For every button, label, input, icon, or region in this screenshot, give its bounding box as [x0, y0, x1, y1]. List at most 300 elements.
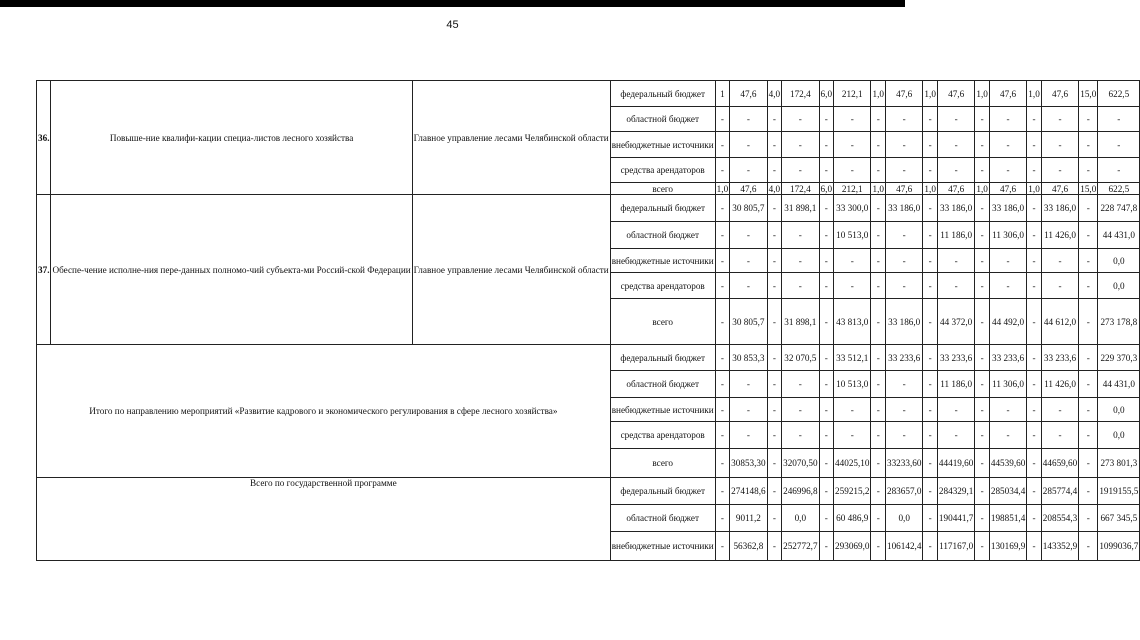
- value-cell: -: [871, 449, 885, 478]
- section-name: Обеспе-чение исполне-ния пере-данных полномо-чий субъекта-ми Россий-ской Федерации: [51, 195, 412, 345]
- value-cell: -: [923, 478, 937, 505]
- value-cell: -: [715, 299, 729, 345]
- value-cell: 1,0: [871, 81, 885, 107]
- value-cell: -: [819, 249, 833, 273]
- value-cell: -: [1079, 132, 1098, 158]
- funding-source: областной бюджет: [610, 505, 715, 532]
- value-cell: -: [834, 273, 871, 299]
- value-cell: -: [989, 422, 1026, 449]
- value-cell: -: [767, 371, 781, 398]
- value-cell: -: [1027, 222, 1041, 249]
- value-cell: -: [819, 505, 833, 532]
- value-cell: -: [885, 249, 922, 273]
- value-cell: 274148,6: [730, 478, 767, 505]
- value-cell: -: [923, 345, 937, 371]
- value-cell: 33 186,0: [885, 299, 922, 345]
- value-cell: 11 186,0: [937, 371, 974, 398]
- value-cell: 44025,10: [834, 449, 871, 478]
- funding-source: всего: [610, 299, 715, 345]
- value-cell: 33 512,1: [834, 345, 871, 371]
- value-cell: 622,5: [1098, 183, 1140, 195]
- value-cell: -: [715, 345, 729, 371]
- value-cell: 30 853,3: [730, 345, 767, 371]
- value-cell: -: [1079, 158, 1098, 183]
- value-cell: -: [923, 222, 937, 249]
- value-cell: 190441,7: [937, 505, 974, 532]
- value-cell: -: [975, 345, 989, 371]
- value-cell: 4,0: [768, 183, 781, 194]
- value-cell: 47,6: [730, 81, 767, 107]
- value-cell: -: [730, 222, 767, 249]
- value-cell: -: [923, 398, 937, 422]
- value-cell: 0,0: [1098, 398, 1140, 422]
- value-cell: -: [715, 449, 729, 478]
- value-cell: -: [819, 132, 833, 158]
- value-cell: -: [975, 371, 989, 398]
- value-cell: -: [1027, 273, 1041, 299]
- value-cell: -: [1027, 422, 1041, 449]
- value-cell: 31 898,1: [782, 195, 819, 222]
- value-cell: -: [819, 345, 833, 371]
- table-row: [37, 345, 1140, 371]
- value-cell: 198851,4: [989, 505, 1026, 532]
- value-cell: 30 805,7: [730, 195, 767, 222]
- value-cell: 0,0: [1098, 249, 1140, 273]
- value-cell: -: [1027, 398, 1041, 422]
- value-cell: -: [871, 345, 885, 371]
- value-cell: 30 805,7: [730, 299, 767, 345]
- value-cell: -: [923, 158, 937, 183]
- value-cell: 1,0: [1027, 81, 1041, 107]
- funding-source: внебюджетные источники: [610, 532, 715, 561]
- value-cell: -: [937, 107, 974, 132]
- funding-source: всего: [610, 183, 715, 195]
- value-cell: 228 747,8: [1098, 195, 1140, 222]
- value-cell: -: [715, 532, 729, 561]
- value-cell: -: [937, 158, 974, 183]
- value-cell: -: [782, 273, 819, 299]
- value-cell: 47,6: [730, 183, 767, 195]
- value-cell: 15,0: [1079, 81, 1098, 107]
- section-number: 37.: [37, 195, 51, 345]
- value-cell: -: [871, 505, 885, 532]
- value-cell: 667 345,5: [1098, 505, 1140, 532]
- value-cell: 47,6: [989, 81, 1026, 107]
- funding-source: областной бюджет: [610, 222, 715, 249]
- value-cell: -: [975, 422, 989, 449]
- value-cell: -: [1079, 505, 1098, 532]
- value-cell: 44539,60: [989, 449, 1026, 478]
- value-cell: 285034,4: [989, 478, 1026, 505]
- value-cell: -: [819, 449, 833, 478]
- value-cell: -: [1079, 222, 1098, 249]
- value-cell: -: [1041, 398, 1078, 422]
- value-cell: -: [834, 422, 871, 449]
- value-cell: -: [1027, 299, 1041, 345]
- value-cell: -: [730, 398, 767, 422]
- funding-source: средства арендаторов: [610, 273, 715, 299]
- value-cell: -: [885, 222, 922, 249]
- value-cell: -: [923, 249, 937, 273]
- value-cell: -: [767, 398, 781, 422]
- value-cell: -: [975, 249, 989, 273]
- value-cell: -: [767, 505, 781, 532]
- value-cell: -: [1041, 158, 1078, 183]
- page-number: 45: [446, 19, 459, 31]
- value-cell: -: [975, 273, 989, 299]
- value-cell: -: [871, 132, 885, 158]
- value-cell: 47,6: [885, 183, 922, 195]
- value-cell: -: [1027, 371, 1041, 398]
- value-cell: 44 372,0: [937, 299, 974, 345]
- value-cell: -: [937, 273, 974, 299]
- value-cell: 32070,50: [782, 449, 819, 478]
- value-cell: -: [767, 249, 781, 273]
- value-cell: 11 306,0: [989, 222, 1026, 249]
- value-cell: 30853,30: [730, 449, 767, 478]
- value-cell: 259215,2: [834, 478, 871, 505]
- funding-source: федеральный бюджет: [610, 478, 715, 505]
- group-name: Всего по государственной программе: [37, 478, 611, 561]
- value-cell: 172,4: [782, 183, 819, 195]
- value-cell: 47,6: [989, 183, 1026, 195]
- value-cell: -: [923, 107, 937, 132]
- value-cell: -: [730, 158, 767, 183]
- value-cell: -: [730, 107, 767, 132]
- funding-source: всего: [610, 449, 715, 478]
- value-cell: -: [1027, 107, 1041, 132]
- funding-source: средства арендаторов: [610, 158, 715, 183]
- value-cell: 1,0: [716, 183, 729, 194]
- value-cell: 212,1: [834, 183, 871, 195]
- value-cell: -: [885, 371, 922, 398]
- value-cell: -: [819, 273, 833, 299]
- value-cell: 56362,8: [730, 532, 767, 561]
- value-cell: -: [871, 195, 885, 222]
- value-cell: -: [730, 371, 767, 398]
- value-cell: 11 426,0: [1041, 222, 1078, 249]
- value-cell: -: [767, 222, 781, 249]
- value-cell: -: [819, 107, 833, 132]
- funding-source: федеральный бюджет: [610, 195, 715, 222]
- value-cell: -: [923, 299, 937, 345]
- value-cell: -: [1027, 249, 1041, 273]
- value-cell: 33 300,0: [834, 195, 871, 222]
- value-cell: -: [885, 158, 922, 183]
- budget-table: [36, 80, 1140, 561]
- value-cell: 273 178,8: [1098, 299, 1140, 345]
- value-cell: -: [923, 422, 937, 449]
- value-cell: -: [937, 249, 974, 273]
- value-cell: 44 612,0: [1041, 299, 1078, 345]
- value-cell: -: [767, 345, 781, 371]
- value-cell: -: [782, 371, 819, 398]
- value-cell: 1,0: [924, 183, 936, 194]
- value-cell: -: [871, 107, 885, 132]
- value-cell: -: [937, 132, 974, 158]
- value-cell: -: [1041, 273, 1078, 299]
- value-cell: -: [730, 273, 767, 299]
- value-cell: -: [819, 195, 833, 222]
- value-cell: -: [1027, 345, 1041, 371]
- value-cell: 293069,0: [834, 532, 871, 561]
- value-cell: 47,6: [937, 81, 974, 107]
- value-cell: -: [975, 478, 989, 505]
- value-cell: -: [782, 398, 819, 422]
- value-cell: -: [885, 132, 922, 158]
- value-cell: 1: [715, 81, 729, 107]
- value-cell: 60 486,9: [834, 505, 871, 532]
- section-number: 36.: [37, 81, 51, 195]
- value-cell: 33 233,6: [885, 345, 922, 371]
- value-cell: -: [975, 132, 989, 158]
- table-row: [37, 195, 1140, 222]
- value-cell: 44 431,0: [1098, 371, 1140, 398]
- value-cell: -: [767, 449, 781, 478]
- value-cell: 1,0: [872, 183, 884, 194]
- value-cell: 33 186,0: [989, 195, 1026, 222]
- value-cell: -: [715, 505, 729, 532]
- value-cell: -: [885, 273, 922, 299]
- value-cell: -: [923, 273, 937, 299]
- value-cell: 33 186,0: [1041, 195, 1078, 222]
- value-cell: -: [767, 107, 781, 132]
- value-cell: -: [715, 195, 729, 222]
- value-cell: -: [834, 398, 871, 422]
- value-cell: -: [767, 299, 781, 345]
- value-cell: 31 898,1: [782, 299, 819, 345]
- value-cell: -: [1098, 158, 1140, 183]
- value-cell: 33 186,0: [937, 195, 974, 222]
- value-cell: -: [1079, 532, 1098, 561]
- value-cell: 284329,1: [937, 478, 974, 505]
- value-cell: -: [975, 532, 989, 561]
- funding-source: областной бюджет: [610, 371, 715, 398]
- value-cell: -: [715, 478, 729, 505]
- value-cell: -: [1079, 345, 1098, 371]
- value-cell: -: [782, 222, 819, 249]
- value-cell: 11 306,0: [989, 371, 1026, 398]
- value-cell: 44419,60: [937, 449, 974, 478]
- value-cell: 0,0: [782, 505, 819, 532]
- value-cell: -: [767, 273, 781, 299]
- value-cell: -: [989, 398, 1026, 422]
- group-name: Итого по направлению мероприятий «Развитие кадрового и экономического регулирования в сфере лесного хозяйства»: [37, 345, 611, 478]
- value-cell: -: [1079, 107, 1098, 132]
- value-cell: -: [1027, 132, 1041, 158]
- value-cell: -: [975, 107, 989, 132]
- value-cell: 47,6: [937, 183, 974, 195]
- value-cell: 0,0: [1098, 273, 1140, 299]
- value-cell: -: [923, 132, 937, 158]
- value-cell: -: [715, 132, 729, 158]
- value-cell: 283657,0: [885, 478, 922, 505]
- value-cell: -: [767, 478, 781, 505]
- value-cell: -: [767, 132, 781, 158]
- value-cell: -: [1027, 505, 1041, 532]
- value-cell: 1,0: [1028, 183, 1040, 194]
- value-cell: 44659,60: [1041, 449, 1078, 478]
- value-cell: 143352,9: [1041, 532, 1078, 561]
- value-cell: -: [834, 249, 871, 273]
- value-cell: 43 813,0: [834, 299, 871, 345]
- section-executor: Главное управление лесами Челябинской области: [412, 195, 610, 345]
- value-cell: -: [715, 249, 729, 273]
- funding-source: федеральный бюджет: [610, 345, 715, 371]
- value-cell: -: [819, 158, 833, 183]
- value-cell: -: [730, 422, 767, 449]
- value-cell: 32 070,5: [782, 345, 819, 371]
- value-cell: -: [767, 422, 781, 449]
- value-cell: -: [819, 422, 833, 449]
- value-cell: -: [871, 532, 885, 561]
- value-cell: 11 186,0: [937, 222, 974, 249]
- table-row: [37, 478, 1140, 505]
- value-cell: -: [937, 398, 974, 422]
- value-cell: 252772,7: [782, 532, 819, 561]
- value-cell: -: [975, 158, 989, 183]
- value-cell: -: [834, 132, 871, 158]
- value-cell: 285774,4: [1041, 478, 1078, 505]
- value-cell: -: [923, 532, 937, 561]
- value-cell: -: [819, 222, 833, 249]
- value-cell: 6,0: [820, 183, 833, 194]
- value-cell: -: [819, 532, 833, 561]
- value-cell: -: [1079, 249, 1098, 273]
- value-cell: -: [923, 505, 937, 532]
- value-cell: 273 801,3: [1098, 449, 1140, 478]
- value-cell: -: [871, 158, 885, 183]
- value-cell: -: [715, 398, 729, 422]
- value-cell: -: [730, 132, 767, 158]
- value-cell: -: [715, 273, 729, 299]
- value-cell: -: [975, 222, 989, 249]
- value-cell: 15,0: [1080, 183, 1097, 194]
- value-cell: 33233,60: [885, 449, 922, 478]
- value-cell: 47,6: [1041, 183, 1078, 195]
- value-cell: -: [871, 222, 885, 249]
- value-cell: 0,0: [1098, 422, 1140, 449]
- value-cell: 106142,4: [885, 532, 922, 561]
- value-cell: 208554,3: [1041, 505, 1078, 532]
- value-cell: -: [989, 158, 1026, 183]
- value-cell: -: [715, 371, 729, 398]
- value-cell: 44 431,0: [1098, 222, 1140, 249]
- value-cell: 33 233,6: [989, 345, 1026, 371]
- value-cell: -: [1098, 132, 1140, 158]
- value-cell: -: [1027, 158, 1041, 183]
- funding-source: федеральный бюджет: [610, 81, 715, 107]
- value-cell: 4,0: [767, 81, 781, 107]
- value-cell: -: [871, 371, 885, 398]
- value-cell: -: [715, 158, 729, 183]
- value-cell: -: [1079, 195, 1098, 222]
- value-cell: -: [1079, 398, 1098, 422]
- value-cell: -: [1079, 449, 1098, 478]
- value-cell: -: [782, 422, 819, 449]
- value-cell: -: [715, 222, 729, 249]
- value-cell: -: [1098, 107, 1140, 132]
- value-cell: -: [819, 299, 833, 345]
- value-cell: -: [989, 107, 1026, 132]
- value-cell: -: [782, 132, 819, 158]
- value-cell: -: [1027, 195, 1041, 222]
- value-cell: 9011,2: [730, 505, 767, 532]
- value-cell: 246996,8: [782, 478, 819, 505]
- value-cell: -: [871, 478, 885, 505]
- value-cell: -: [975, 398, 989, 422]
- value-cell: -: [819, 478, 833, 505]
- value-cell: 44 492,0: [989, 299, 1026, 345]
- value-cell: 229 370,3: [1098, 345, 1140, 371]
- value-cell: -: [767, 158, 781, 183]
- value-cell: -: [782, 107, 819, 132]
- section-executor: Главное управление лесами Челябинской области: [412, 81, 610, 195]
- value-cell: -: [1079, 422, 1098, 449]
- value-cell: -: [885, 422, 922, 449]
- value-cell: -: [1041, 132, 1078, 158]
- value-cell: 33 186,0: [885, 195, 922, 222]
- value-cell: -: [715, 422, 729, 449]
- funding-source: внебюджетные источники: [610, 132, 715, 158]
- value-cell: -: [1027, 532, 1041, 561]
- value-cell: 622,5: [1098, 81, 1140, 107]
- value-cell: -: [885, 398, 922, 422]
- value-cell: -: [1041, 107, 1078, 132]
- value-cell: -: [1027, 449, 1041, 478]
- value-cell: -: [871, 398, 885, 422]
- value-cell: -: [989, 132, 1026, 158]
- value-cell: 0,0: [885, 505, 922, 532]
- value-cell: 6,0: [819, 81, 833, 107]
- value-cell: 10 513,0: [834, 371, 871, 398]
- value-cell: -: [1041, 249, 1078, 273]
- funding-source: внебюджетные источники: [610, 249, 715, 273]
- value-cell: -: [715, 107, 729, 132]
- value-cell: 117167,0: [937, 532, 974, 561]
- funding-source: средства арендаторов: [610, 422, 715, 449]
- value-cell: 47,6: [885, 81, 922, 107]
- value-cell: -: [975, 195, 989, 222]
- value-cell: 47,6: [1041, 81, 1078, 107]
- value-cell: -: [975, 505, 989, 532]
- value-cell: -: [923, 195, 937, 222]
- value-cell: -: [1079, 299, 1098, 345]
- value-cell: -: [782, 158, 819, 183]
- value-cell: -: [1041, 422, 1078, 449]
- value-cell: -: [1027, 478, 1041, 505]
- value-cell: 10 513,0: [834, 222, 871, 249]
- value-cell: -: [871, 299, 885, 345]
- value-cell: -: [730, 249, 767, 273]
- value-cell: -: [767, 532, 781, 561]
- table-row: [37, 81, 1140, 107]
- value-cell: -: [871, 422, 885, 449]
- value-cell: -: [819, 371, 833, 398]
- value-cell: -: [923, 449, 937, 478]
- value-cell: 212,1: [834, 81, 871, 107]
- value-cell: -: [834, 107, 871, 132]
- value-cell: -: [885, 107, 922, 132]
- value-cell: 1,0: [976, 183, 988, 194]
- value-cell: -: [1079, 273, 1098, 299]
- value-cell: -: [834, 158, 871, 183]
- value-cell: -: [767, 195, 781, 222]
- value-cell: -: [989, 249, 1026, 273]
- value-cell: -: [975, 449, 989, 478]
- section-name: Повыше-ние квалифи-кации специа-листов лесного хозяйства: [51, 81, 412, 195]
- value-cell: -: [937, 422, 974, 449]
